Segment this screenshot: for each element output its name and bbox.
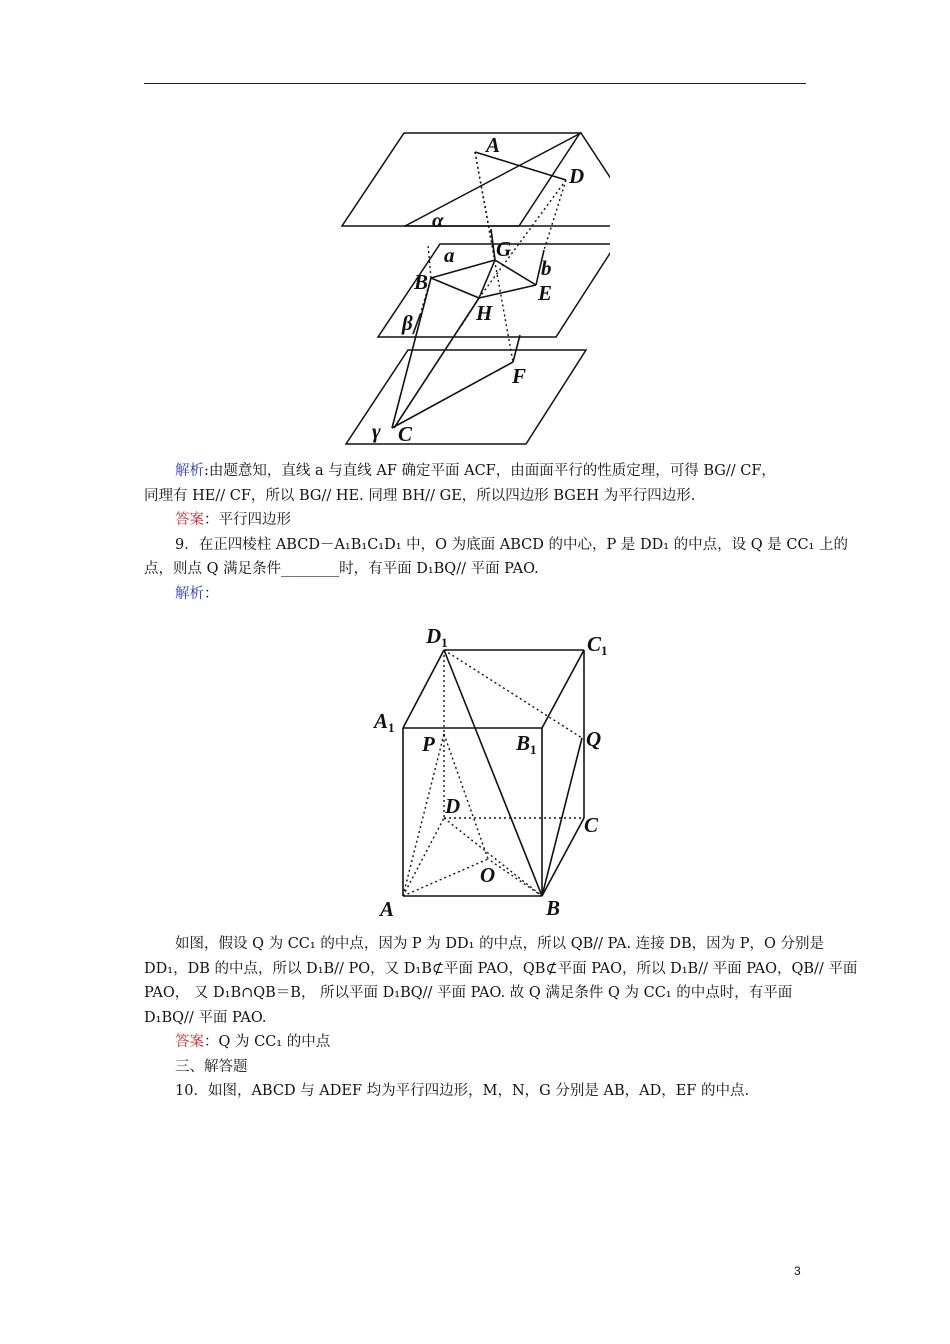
solution-9-line2: DD₁，DB 的中点，所以 D₁B// PO，又 D₁B⊄平面 PAO，QB⊄平面 PAO，所以 D₁B// 平面 PAO，QB// 平面 (144, 960, 858, 977)
question-9-line2: 点，则点 Q 满足条件________时，有平面 D₁BQ// 平面 PAO. (144, 561, 539, 577)
answer-8: 答案：平行四边形 (175, 512, 291, 528)
label-Q: Q (586, 727, 602, 751)
label-D: D (445, 794, 461, 818)
figure-parallel-planes (340, 125, 610, 455)
answer-tag: 答案 (175, 1034, 204, 1050)
label-D: D (569, 164, 585, 188)
label-B1: B1 (516, 731, 537, 757)
label-H: H (476, 301, 493, 325)
label-gamma: γ (372, 419, 381, 443)
label-alpha: α (432, 208, 444, 232)
analysis-tag: 解析 (175, 585, 204, 602)
solution-8-line2: 同理有 HE// CF，所以 BG// HE. 同理 BH// GE，所以四边形 BGEH 为平行四边形. (144, 487, 696, 504)
question-9-line1: 9．在正四棱柱 ABCD－A₁B₁C₁D₁ 中，O 为底面 ABCD 的中心，P 是 DD₁ 的中点，设 Q 是 CC₁ 上的 (175, 536, 848, 553)
label-A: A (380, 897, 395, 921)
analysis-9: 解析： (175, 585, 219, 602)
label-G: G (496, 237, 512, 261)
plane-alpha-outline (342, 133, 580, 226)
label-D1: D1 (426, 624, 448, 650)
label-F: F (512, 364, 527, 388)
label-beta: β (402, 311, 413, 335)
solution-9-line4: D₁BQ// 平面 PAO. (144, 1009, 267, 1026)
solution-9-line3: PAO， 又 D₁B∩QB＝B， 所以平面 D₁BQ// 平面 PAO. 故 Q 满足条件 Q 为 CC₁ 的中点时，有平面 (144, 985, 793, 1001)
label-A1: A1 (374, 709, 395, 735)
question-10: 10．如图，ABCD 与 ADEF 均为平行四边形，M，N，G 分别是 AB，AD，EF 的中点. (175, 1083, 750, 1099)
label-C1: C1 (587, 632, 608, 658)
label-b: b (541, 256, 552, 280)
solution-block-9 (144, 932, 858, 1104)
answer-tag: 答案 (175, 512, 204, 528)
label-C: C (584, 813, 599, 837)
solution-block-8 (144, 459, 848, 606)
label-C: C (398, 422, 413, 446)
prism-solid-edges (403, 650, 584, 896)
figure-prism (370, 616, 620, 926)
solution-8-line1: 解析:由题意知，直线 a 与直线 AF 确定平面 ACF，由面面平行的性质定理，可得 BG// CF， (175, 463, 776, 479)
label-P: P (422, 732, 435, 756)
label-A: A (486, 133, 501, 157)
label-O: O (480, 863, 496, 887)
label-a: a (444, 243, 455, 267)
header-rule (144, 83, 806, 84)
plane-gamma (346, 350, 586, 444)
analysis-tag: 解析 (175, 463, 204, 479)
label-B: B (414, 270, 429, 294)
label-E: E (538, 281, 553, 305)
page-number: 3 (794, 1264, 801, 1278)
answer-9: 答案：Q 为 CC₁ 的中点 (175, 1034, 331, 1050)
section-title: 三、解答题 (175, 1058, 248, 1075)
label-B: B (546, 896, 561, 920)
solution-9-line1: 如图，假设 Q 为 CC₁ 的中点，因为 P 为 DD₁ 的中点，所以 QB// PA. 连接 DB，因为 P，O 分别是 (175, 936, 824, 952)
